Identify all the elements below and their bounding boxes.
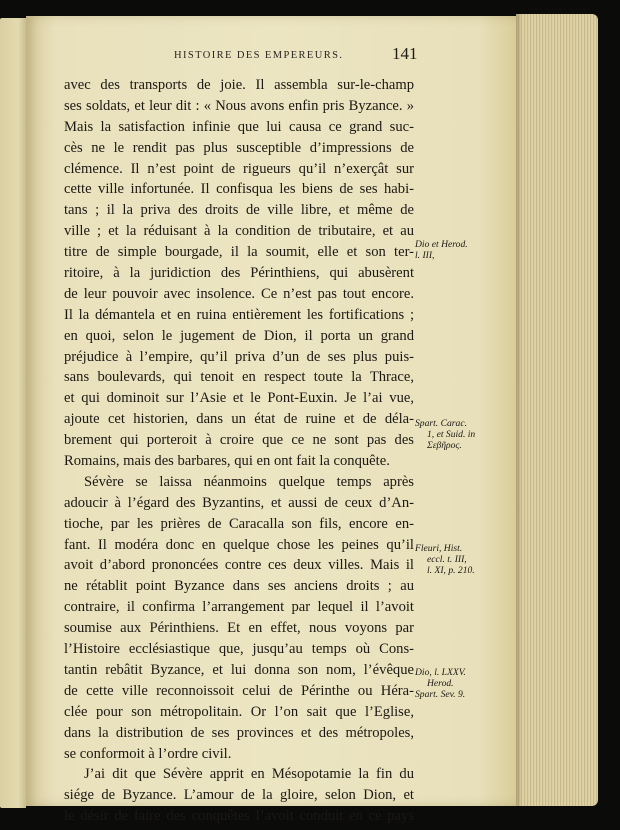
text-line: sans boulevards, qui tenoit en respect toute la Thrace, — [64, 369, 414, 386]
margin-note-line: eccl. t. III, — [427, 554, 467, 565]
text-line: fant. Il modéra donc en quelque chose les peines qu’il — [64, 536, 414, 553]
page-number: 141 — [392, 44, 418, 63]
margin-note-citation — [415, 543, 495, 576]
running-head-title: HISTOIRE DES EMPEREURS. — [174, 50, 344, 61]
margin-note-line: Dio, l. LXXV. — [415, 667, 466, 678]
text-line: le désir de faire des conquêtes l’avoit conduit en ce pays — [64, 808, 414, 825]
text-line: ne rétablit point Byzance dans ses anciens droits ; au — [64, 578, 414, 595]
text-line: adoucir à l’égard des Byzantins, et aussi de ceux d’An- — [64, 494, 414, 511]
text-line: de leur pouvoir avec insolence. Ce n’est pas tout encore. — [64, 285, 414, 302]
margin-note-line: Spart. Sev. 9. — [415, 689, 466, 700]
text-line: ajoute cet historien, dans un état de ruine et de déla- — [64, 411, 414, 428]
text-line: et qui dominoit sur l’Asie et le Pont-Euxin. Je l’ai vue, — [64, 390, 414, 407]
text-line: cette ville infortunée. Il confisqua les biens de ses habi- — [64, 181, 414, 198]
text-line: en quoi, selon le jugement de Dion, il porta un grand — [64, 327, 414, 344]
paragraph-start-line: J’ai dit que Sévère apprit en Mésopotamie la fin du — [84, 766, 414, 783]
text-line: Il la démantela et en ruina entièrement les fortifications ; — [64, 306, 414, 323]
text-line: de cette ville reconnoissoit celui de Périnthe ou Héra- — [64, 682, 414, 699]
page-fore-edge — [516, 14, 598, 806]
text-line: l’Histoire ecclésiastique que, jusqu’au temps où Cons- — [64, 641, 414, 658]
text-line: ritoire, à la juridiction des Périnthiens, qui abusèrent — [64, 265, 414, 282]
margin-note-line: Dio et Herod. — [415, 239, 468, 250]
text-line: siége de Byzance. L’amour de la gloire, selon Dion, et — [64, 787, 414, 804]
text-line: soumise aux Périnthiens. Et en effet, nous voyons par — [64, 620, 414, 637]
text-line: contraire, il confirma l’arrangement par lequel il l’avoit — [64, 599, 414, 616]
text-line: cès ne le rendit pas plus susceptible d’impressions de — [64, 139, 414, 156]
text-line: ville ; et la réduisant à la condition de tributaire, et au — [64, 223, 414, 240]
margin-note-line: l. III, — [415, 250, 435, 261]
text-line: préjudice à l’empire, qu’il priva d’un de ses plus puis- — [64, 348, 414, 365]
margin-note-citation — [415, 418, 495, 451]
paragraph-end-line: Romains, mais des barbares, qui en ont fait la conquête. — [64, 453, 390, 470]
margin-note-line: Fleuri, Hist. — [415, 543, 463, 554]
text-line: clémence. Il n’est point de rigueurs qu’il n’exerçât sur — [64, 160, 414, 177]
margin-note-line: Herod. — [427, 678, 454, 689]
text-line: avec des transports de joie. Il assembla sur-le-champ — [64, 77, 414, 93]
text-line: avoit d’abord prononcées contre ces deux villes. Mais il — [64, 557, 414, 574]
text-line: Mais la satisfaction infinie que lui causa ce grand suc- — [64, 118, 414, 135]
text-line: tioche, par les prières de Caracalla son fils, encore en- — [64, 515, 414, 532]
paragraph-end-line: se conformoit à l’ordre civil. — [64, 745, 232, 762]
margin-note-line: 1, et Suid. in — [427, 429, 476, 440]
margin-note-citation — [415, 667, 495, 700]
paragraph-start-line: Sévère se laissa néanmoins quelque temps après — [84, 473, 414, 490]
margin-note-citation — [415, 239, 495, 261]
facing-page-edge — [0, 18, 26, 808]
text-line: brement qui porteroit à croire que ce ne sont pas des — [64, 432, 414, 449]
margin-note-line: Spart. Carac. — [415, 418, 467, 429]
margin-note-line: Σεβῆρος. — [427, 440, 462, 451]
text-line: ses soldats, et leur dit : « Nous avons enfin pris Byzance. » — [64, 97, 414, 114]
margin-note-line: l. XI, p. 210. — [427, 565, 475, 576]
body-text — [64, 75, 414, 827]
text-line: tantin rebâtit Byzance, et lui donna son nom, l’évêque — [64, 661, 414, 678]
text-line: tans ; il la priva des droits de ville libre, et même de — [64, 202, 414, 219]
text-line: titre de simple bourgade, il la soumit, elle et son ter- — [64, 244, 414, 261]
text-line: clée pour son métropolitain. Or l’on sait que l’Eglise, — [64, 703, 414, 720]
text-line: dans la distribution de ses provinces et des métropoles, — [64, 724, 414, 741]
